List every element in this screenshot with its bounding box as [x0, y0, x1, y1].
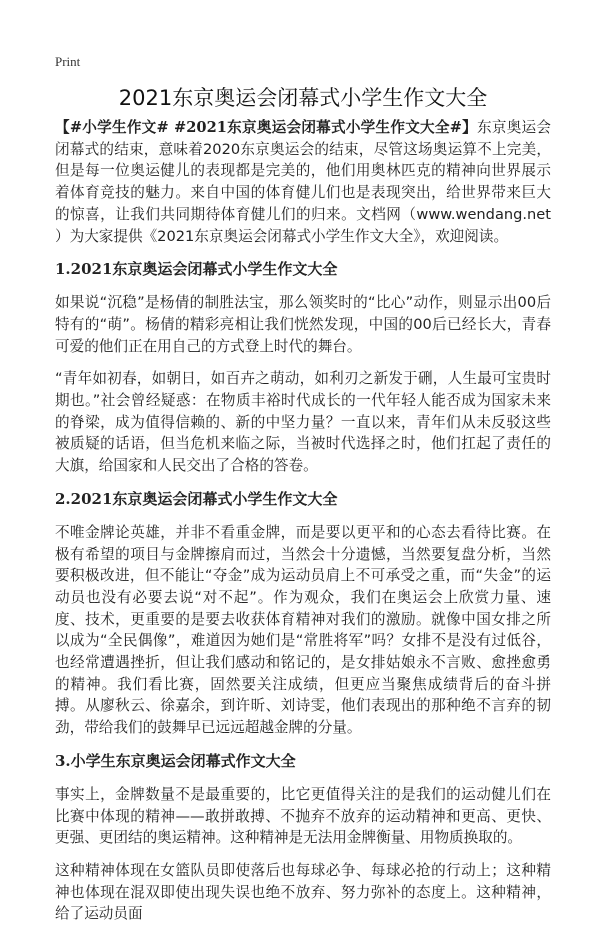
print-label: Print [55, 54, 81, 69]
paragraph: 不唯金牌论英雄，并非不看重金牌，而是要以更平和的心态去看待比赛。在极有希望的项目与金牌擦肩而过，当然会十分遗憾，当然要复盘分析，当然要积极改进，但不能让“夺金”成为运动员肩上不可承受之重，而“失金”的运动员也没有必要去说“对不起”。作为观众，我们在奥运会上欣赏力量、速度、技术，更重要的是要去收获体育精神对我们的激励。就像中国女排之所以成为“全民偶像”，难道因为她们是“常胜将军”吗？女排不是没有过低谷，也经常遭遇挫折，但让我们感动和铭记的，是女排姑娘永不言败、愈挫愈勇的精神。我们看比赛，固然要关注成绩，但更应当聚焦成绩背后的奋斗拼搏。从廖秋云、徐嘉余，到许昕、刘诗雯，他们表现出的那种绝不言弃的韧劲，带给我们的鼓舞早已远远超越金牌的分量。 [55, 523, 551, 737]
section-heading: 1.2021东京奥运会闭幕式小学生作文大全 [55, 260, 338, 279]
document-title: 2021东京奥运会闭幕式小学生作文大全 [118, 86, 488, 110]
section-heading: 2.2021东京奥运会闭幕式小学生作文大全 [55, 489, 338, 508]
section-heading: 3.小学生东京奥运会闭幕式作文大全 [55, 751, 296, 770]
intro-text: 东京奥运会闭幕式的结束，意味着2020东京奥运会的结束，尽管这场奥运算不上完美，但是每一位奥运健儿的表现都是完美的，他们用奥林匹克的精神向世界展示着体育竞技的魅力。来自中国的体育健儿们也是表现突出，给世界带来巨大的惊喜，让我们共同期待体育健儿们的归来。文档网（www.wendang.net ）为大家提供《2021东京奥运会闭幕式小学生作文大全》，欢迎阅读。 [55, 119, 551, 245]
intro-tag: 【#小学生作文# #2021东京奥运会闭幕式小学生作文大全#】 [55, 119, 478, 136]
paragraph: 事实上，金牌数量不是最重要的，比它更值得关注的是我们的运动健儿们在比赛中体现的精神——敢拼敢搏、不抛弃不放弃的运动精神和更高、更快、更强、更团结的奥运精神。这种精神是无法用金牌衡量、用物质换取的。 [55, 785, 551, 847]
paragraph: 如果说“沉稳”是杨倩的制胜法宝，那么领奖时的“比心”动作，则显示出00后特有的“萌”。杨倩的精彩亮相让我们恍然发现，中国的00后已经长大，青春可爱的他们正在用自己的方式登上时代的舞台。 [55, 294, 551, 355]
intro-paragraph [55, 117, 551, 247]
document-body [55, 117, 551, 936]
paragraph: “青年如初春，如朝日，如百卉之萌动，如利刃之新发于硎，人生最可宝贵时期也。”社会曾经疑惑：在物质丰裕时代成长的一代年轻人能否成为国家未来的脊梁，成为值得信赖的、新的中坚力量？一直以来，青年们从未反驳这些被质疑的话语，但当危机来临之际，当被时代选择之时，他们扛起了责任的大旗，给国家和人民交出了合格的答卷。 [55, 370, 551, 475]
paragraph: 这种精神体现在女篮队员即使落后也每球必争、每球必抢的行动上；这种精神也体现在混双即使出现失误也绝不放弃、努力弥补的态度上。这种精神，给了运动员面 [55, 861, 551, 923]
